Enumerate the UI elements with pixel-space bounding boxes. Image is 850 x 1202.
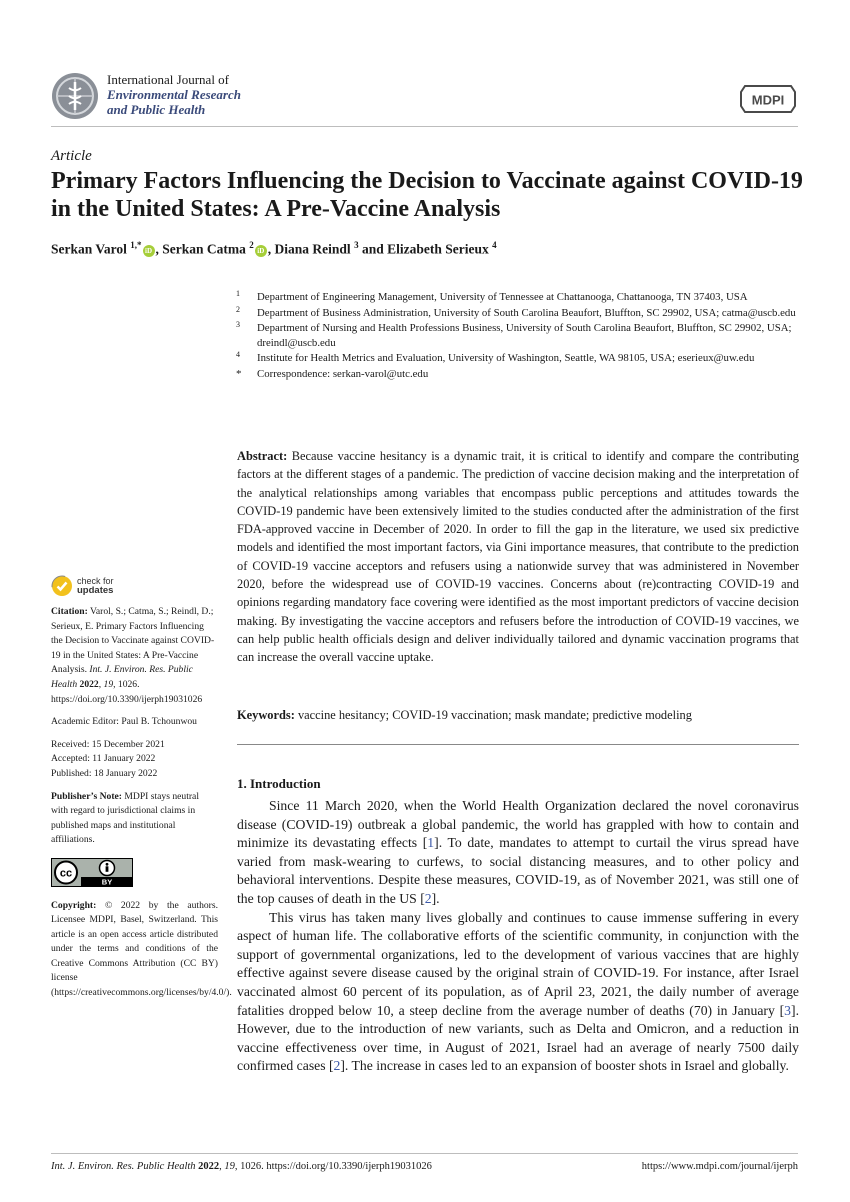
article-info-sidebar — [51, 575, 232, 1009]
section-heading: 1. Introduction — [237, 776, 321, 791]
footer-citation: Int. J. Environ. Res. Public Health 2022, 19, 1026. https://doi.org/10.3390/ijerph19031026 — [51, 1161, 432, 1172]
article-type: Article — [51, 148, 92, 164]
publisher-note-label: Publisher’s Note: — [51, 790, 122, 802]
affiliation-number: 1 — [236, 289, 240, 298]
abstract-text: Because vaccine hesitancy is a dynamic trait, it is critical to identify and compare the contributing factors at the different stages of a pandemic. The prediction of vaccine decision making and the interpretation of the analytical relationships among variables that encompass public perceptions and attitudes towards the COVID-19 pandemic have been extensively limited to the studies conducted after the administration of the first FDA-approved vaccine in December of 2020. In order to fill the gap in the literature, we used six predictive models and identified the most important factors, via Gini importance measures, that contribute to the prediction of COVID-19 vaccine acceptors and refusers using a nationwide survey that was administered in November 2020, before the widespread use of COVID-19 vaccines. Concerns about (re)contracting COVID-19 and opinions regarding mandatory face covering were identified as the most important predictors of vaccine decision making. By investigating the vaccine acceptors and refusers before the introduction of COVID-19 vaccines, we can help public health officials design and deliver individually tailored and dynamic vaccination programs that can increase the overall vaccine uptake. — [237, 449, 799, 665]
affiliation-list — [236, 290, 806, 382]
affiliation-number: 4 — [236, 350, 240, 359]
check-for-updates-button[interactable] — [51, 575, 218, 597]
affiliation-item — [236, 321, 806, 350]
author-name[interactable]: Serkan Catma — [162, 241, 246, 257]
paragraph — [237, 797, 799, 909]
affiliation-text: Department of Nursing and Health Professions Business, University of South Carolina Beaufort, Bluffton, SC 29902, USA; dreindl@uscb.edu — [257, 322, 792, 349]
header-divider — [51, 126, 798, 127]
keywords-label: Keywords: — [237, 708, 295, 722]
check-updates-line2: updates — [77, 585, 114, 596]
footer-year: 2022 — [198, 1161, 220, 1172]
affiliation-number: 2 — [236, 304, 240, 314]
footer-volume: 19 — [224, 1161, 235, 1172]
check-updates-label — [77, 577, 114, 595]
paragraph-text: ]. To date, mandates to attempt to curtail the virus spread have varied from mask-wearing to curfews, to social distancing measures, and to other policy and behavioral interventions. Despite these measures, COVID-19, as of November 2021, was still one of the top causes of death in the US [ — [237, 835, 799, 906]
keywords-text: vaccine hesitancy; COVID-19 vaccination; mask mandate; predictive modeling — [297, 708, 692, 722]
reference-link[interactable]: 1 — [427, 835, 435, 851]
footer-journal: Int. J. Environ. Res. Public Health — [51, 1161, 196, 1172]
footer-journal-url[interactable]: https://www.mdpi.com/journal/ijerph — [641, 1161, 798, 1172]
mdpi-logo[interactable] — [739, 84, 797, 114]
paragraph-text: ]. The increase in cases led to an expansion of booster shots in Israel and globally. — [340, 1058, 789, 1074]
paragraph-text: ]. However, due to the introduction of new variants, such as Delta and Omicron, and a reduction in vaccine effectiveness over time, in August of 2021, Israel had an average of nearly 7500 daily confirmed cases [ — [237, 1002, 799, 1074]
correspondence-mark: * — [236, 367, 242, 380]
orcid-icon[interactable]: iD — [143, 245, 155, 257]
footer-doi[interactable]: , 1026. https://doi.org/10.3390/ijerph19031026 — [234, 1161, 432, 1172]
citation-year: 2022 — [79, 678, 99, 690]
keywords — [237, 706, 799, 724]
paragraph-text: ]. — [431, 890, 440, 906]
author-affiliation-mark: 4 — [492, 240, 497, 250]
copyright-text: © 2022 by the authors. Licensee MDPI, Basel, Switzerland. This article is an open access article distributed under the terms and conditions of the Creative Commons Attribution (CC BY) license (https://creativecommons.org/licenses/by/4.0/). — [51, 899, 232, 999]
reference-link[interactable]: 2 — [424, 890, 432, 906]
affiliation-text: Department of Business Administration, University of South Carolina Beaufort, Bluffton, SC 29902, USA; catma@uscb.edu — [257, 306, 796, 319]
paragraph — [237, 909, 799, 1076]
publisher-note — [51, 790, 218, 848]
author-list: Serkan Varol $^{1,*}$iD , Serkan Catma $^2$iD , Diana Reindl $^3$ and Elizabeth Serieux $^4$ — [51, 240, 497, 257]
abstract-label: Abstract: — [237, 449, 288, 463]
introduction-body — [237, 797, 799, 1076]
check-updates-line1: check for — [77, 576, 114, 586]
citation-volume: 19 — [103, 678, 114, 690]
correspondence-text: Correspondence: serkan-varol@utc.edu — [257, 367, 429, 380]
footer-divider — [51, 1153, 798, 1154]
author-affiliation-mark: 1,* — [130, 240, 142, 250]
author-name[interactable]: Elizabeth Serieux — [387, 241, 489, 257]
orcid-icon[interactable]: iD — [255, 245, 267, 257]
received-date: Received: 15 December 2021 — [51, 738, 165, 750]
paragraph-text: Since 11 March 2020, when the World Health Organization declared the novel coronavirus disease (COVID-19) outbreak a global pandemic, the world has grappled with how to contain and minimize its devastating effects [ — [237, 798, 799, 851]
affiliation-item — [236, 290, 806, 305]
abstract — [237, 447, 799, 667]
author-affiliation-mark: 2 — [249, 240, 254, 250]
section-divider — [237, 744, 799, 745]
published-date: Published: 18 January 2022 — [51, 767, 158, 779]
svg-text:cc: cc — [59, 867, 73, 880]
affiliation-item — [236, 306, 806, 321]
academic-editor: Academic Editor: Paul B. Tchounwou — [51, 716, 197, 728]
journal-name-line2: Environmental Research — [107, 87, 241, 102]
check-updates-icon — [51, 575, 73, 597]
publisher-note-text: MDPI stays neutral with regard to jurisdictional claims in published maps and institutional affiliations. — [51, 790, 199, 846]
journal-name-line1: International Journal of — [107, 72, 230, 87]
author-name[interactable]: Serkan Varol — [51, 241, 127, 257]
citation-label: Citation: — [51, 606, 88, 617]
copyright-notice — [51, 899, 232, 1001]
cc-by-label: BY — [101, 877, 113, 887]
mdpi-logo-text: MDPI — [751, 92, 785, 108]
author-affiliation-mark: 3 — [354, 240, 359, 250]
citation-journal: Int. J. Environ. Res. Public Health — [51, 664, 193, 690]
author-name[interactable]: Diana Reindl — [274, 241, 351, 257]
journal-name-line3: and Public Health — [107, 102, 206, 117]
citation: Citation: Varol, S.; Catma, S.; Reindl, D.; Serieux, E. Primary Factors Influencing the Decision to Vaccinate against COVID-19 in the United States: A Pre-Vaccine Analysis. Int. J. Environ. Res. Public Health 2022, 19, 1026. https://doi.org/10.3390/ijerph19031026 — [51, 606, 215, 705]
reference-link[interactable]: 2 — [333, 1058, 341, 1074]
affiliation-text: Institute for Health Metrics and Evaluation, University of Washington, Seattle, WA 98105, USA; eserieux@uw.edu — [257, 352, 755, 364]
affiliation-text: Department of Engineering Management, University of Tennessee at Chattanooga, Chattanooga, TN 37403, USA — [257, 291, 748, 303]
correspondence-item — [236, 367, 806, 382]
citation-text: Varol, S.; Catma, S.; Reindl, D.; Serieux, E. Primary Factors Influencing the Decision to Vaccinate against COVID-19 in the United States: A Pre-Vaccine Analysis. — [51, 606, 215, 676]
copyright-label: Copyright: — [51, 899, 97, 911]
journal-logo-icon — [51, 72, 99, 120]
accepted-date: Accepted: 11 January 2022 — [51, 753, 156, 765]
cc-by-license-icon[interactable] — [51, 858, 133, 887]
affiliation-item — [236, 351, 806, 366]
citation-doi[interactable]: , 1026. https://doi.org/10.3390/ijerph19031026 — [51, 678, 203, 705]
reference-link[interactable]: 3 — [784, 1002, 792, 1018]
page-title: Primary Factors Influencing the Decision to Vaccinate against COVID-19 in the United States: A Pre-Vaccine Analysis — [51, 168, 803, 222]
affiliation-number: 3 — [236, 320, 240, 329]
paragraph-text: This virus has taken many lives globally and continues to cause immense suffering in every aspect of human life. The collaborative efforts of the scientific community, in conjunction with the support of governmental organizations, led to the development of various vaccines that are highly effective against severe disease caused by the original strain of COVID-19. For instance, after Israel vaccinated almost 60 percent of its population, as of April 23, 2021, the daily number of average fatalities dropped below 10, a steep decline from the average number of deaths (70) in January [ — [237, 909, 799, 1018]
journal-name — [107, 72, 241, 117]
